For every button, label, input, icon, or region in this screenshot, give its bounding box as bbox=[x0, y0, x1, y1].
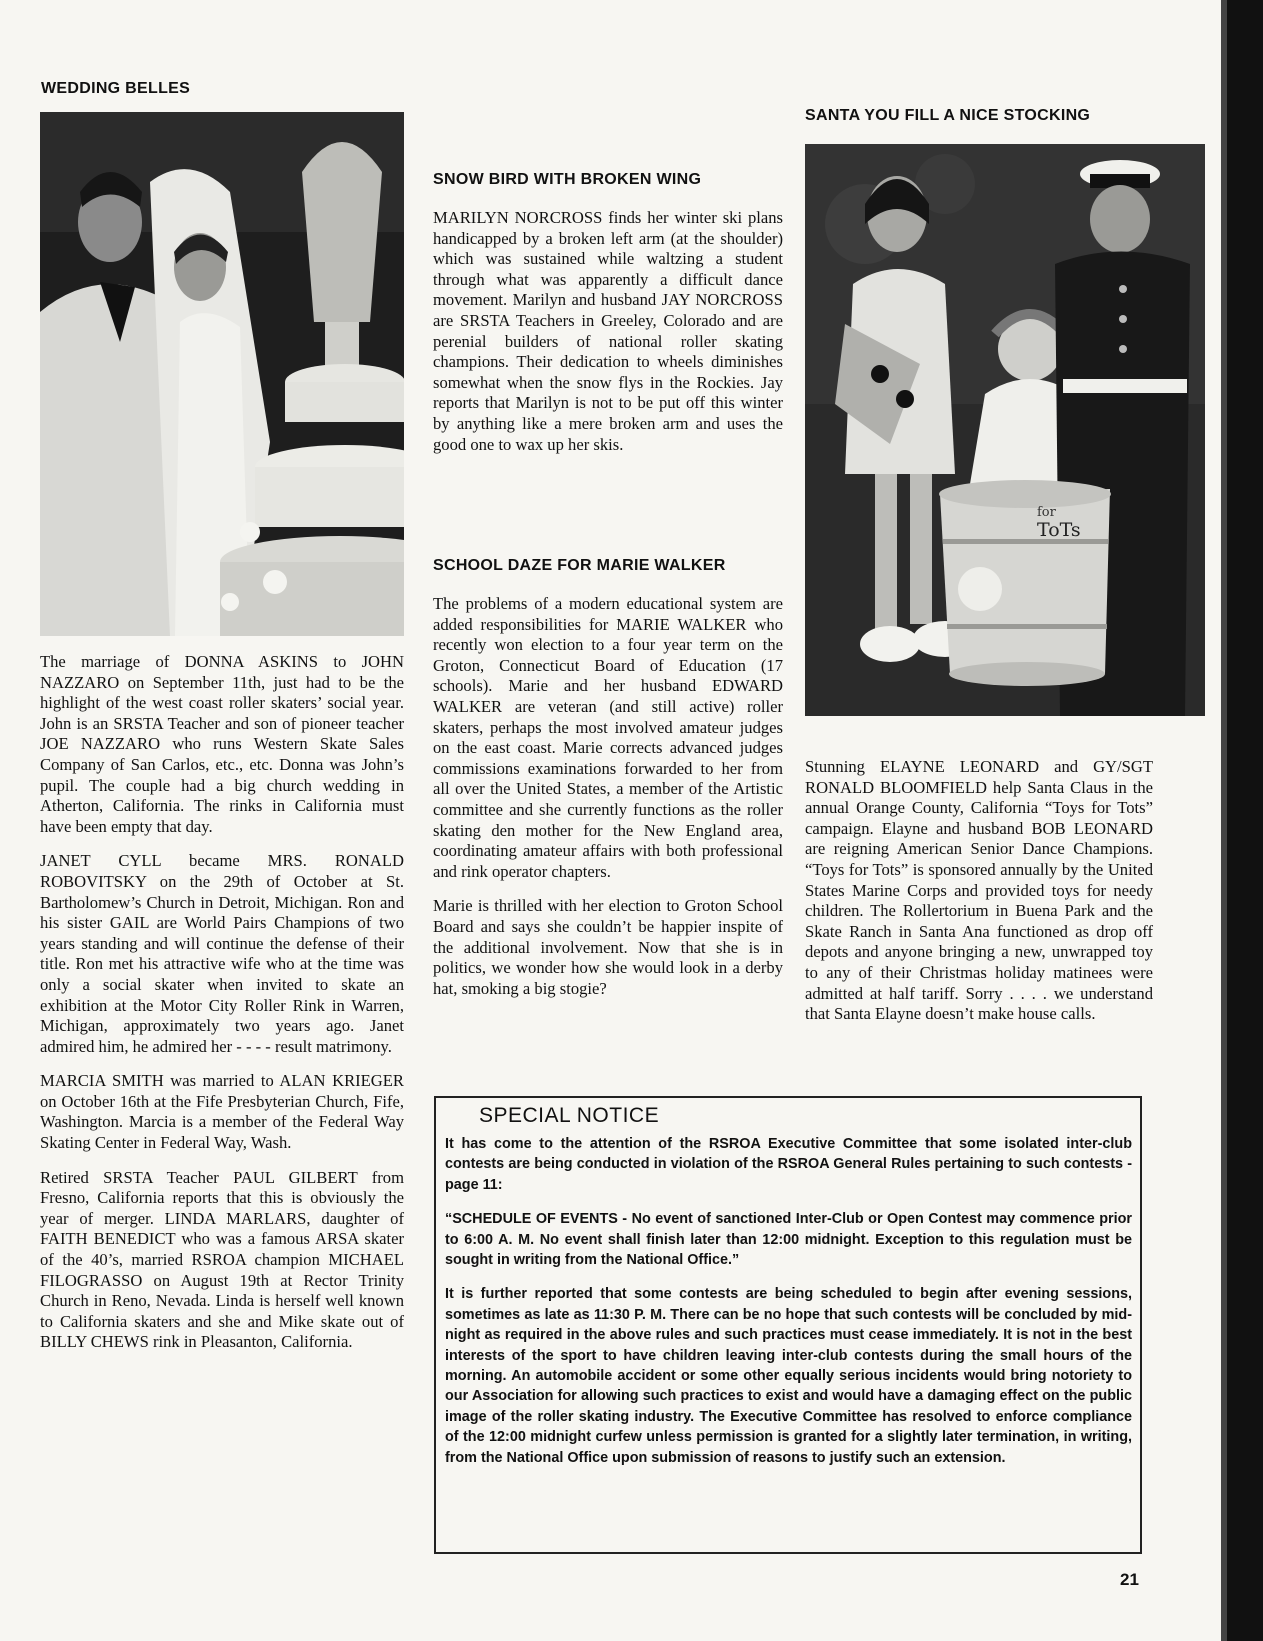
notice-paragraph: It is further reported that some contests are being scheduled to begin after evening sessions, sometimes as late as 11:30 P. M. There can be no hope that such contests will be concluded by mid-night as required in the above rules and such practices must cease immediately. It is not in the best interests of the sport to have children leaving inter-club contests during the small hours of the morning. An automobile accident or some other equally serious incidents would bring notoriety to our Association for allowing such practices to exist and would have a damaging effect on the public image of the roller skating industry. The Executive Committee has resolved to enforce compliance of the 12:00 midnight curfew unless permission is granted for a slightly later termination, in writing, from the National Office upon submission of reasons to justify such an extension. bbox=[445, 1286, 1132, 1466]
wedding-belles-text bbox=[40, 652, 404, 1367]
notice-paragraph: It has come to the attention of the RSROA Executive Committee that some isolated inter-club contests are being conducted in violation of the RSROA General Rules pertaining to such contests - page 11: bbox=[445, 1136, 1132, 1193]
paragraph: MARILYN NORCROSS finds her winter ski plans handicapped by a broken left arm (at the shoulder) which was sustained while waltzing a student through what was apparently a difficult dance movement. Marilyn and husband JAY NORCROSS are SRSTA Teachers in Greeley, Colorado and are perenial builders of national roller skating champions. Their dedication to wheels diminishes somewhat when the snow flys in the Rockies. Jay reports that Marilyn is not to be put off this winter by anything like a mere broken arm and uses the good one to wax up her skis. bbox=[433, 208, 783, 454]
snow-bird-heading: SNOW BIRD WITH BROKEN WING bbox=[433, 171, 702, 188]
wedding-photo bbox=[40, 112, 404, 636]
santa-heading: SANTA YOU FILL A NICE STOCKING bbox=[805, 107, 1091, 124]
paragraph: The problems of a modern educational system are added responsibilities for MARIE WALKER who recently won election to a four year term on the Groton, Connecticut Board of Education (17 schools). Marie and her husband EDWARD WALKER are veteran (and still active) roller skaters, perhaps the most involved amateur judges on the east coast. Marie corrects advanced judges commissions examinations forwarded to her from all over the United States, a member of the Artistic committee and she currently functions as the roller skating den mother for the New England area, coordinating amateur affairs with both professional and rink operator chapters. bbox=[433, 594, 783, 881]
santa-text bbox=[805, 757, 1153, 1039]
special-notice-box bbox=[434, 1096, 1142, 1554]
paragraph: Retired SRSTA Teacher PAUL GILBERT from Fresno, California reports that this is obviously the year of merger. LINDA MARLARS, daughter of FAITH BENEDICT who was a famous ARSA skater of the 40’s, married RSROA champion MICHAEL FILOGRASSO on August 19th at Rector Trinity Church in Reno, Nevada. Linda is herself well known to California skaters and she and Mike skate out of BILLY CHEWS rink in Pleasanton, California. bbox=[40, 1167, 404, 1352]
special-notice-title: SPECIAL NOTICE bbox=[479, 1104, 660, 1127]
school-daze-heading: SCHOOL DAZE FOR MARIE WALKER bbox=[433, 557, 726, 574]
paragraph: Stunning ELAYNE LEONARD and GY/SGT RONALD BLOOMFIELD help Santa Claus in the annual Orange County, California “Toys for Tots” campaign. Elayne and husband BOB LEONARD are reigning American Senior Dance Champions. “Toys for Tots” is sponsored annually by the United States Marine Corps and provided toys for needy children. The Rollertorium in Buena Park and the Skate Ranch in Santa Ana functioned as drop off depots and anyone bringing a new, unwrapped toy to any of their Christmas holiday matinees were admitted at half tariff. Sorry . . . . we understand that Santa Elayne doesn’t make house calls. bbox=[805, 757, 1153, 1024]
barrel-for-text: for bbox=[1037, 505, 1056, 520]
wedding-belles-heading: WEDDING BELLES bbox=[41, 80, 191, 97]
paragraph: The marriage of DONNA ASKINS to JOHN NAZZARO on September 11th, just had to be the highlight of the west coast roller skaters’ social year. John is an SRSTA Teacher and son of pioneer teacher JOE NAZZARO who runs Western Skate Sales Company of San Carlos, etc., etc. Donna was John’s pupil. The couple had a big church wedding in Atherton, California. The rinks in California must have been empty that day. bbox=[40, 652, 404, 836]
snow-bird-text bbox=[433, 208, 783, 469]
barrel-tots-text: ToTs bbox=[1037, 519, 1081, 541]
page-number: 21 bbox=[1120, 1570, 1139, 1589]
paragraph: JANET CYLL became MRS. RONALD ROBOVITSKY on the 29th of October at St. Bartholomew’s Church in Detroit, Michigan. Ron and his sister GAIL are World Pairs Champions of two years standing and will continue the defense of their title. Ron met his attractive wife who at the time was only a social skater when invited to skate an exhibition at the Motor City Roller Rink in Warren, Michigan, approximately two years ago. Janet admired him, he admired her - - - - result matrimony. bbox=[40, 851, 404, 1056]
paragraph: MARCIA SMITH was married to ALAN KRIEGER on October 16th at the Fife Presbyterian Church, Fife, Washington. Marcia is a member of the Federal Way Skating Center in Federal Way, Wash. bbox=[40, 1071, 404, 1153]
toys-for-tots-photo bbox=[805, 144, 1205, 716]
notice-paragraph: “SCHEDULE OF EVENTS - No event of sanctioned Inter-Club or Open Contest may commence prior to 6:00 A. M. No event shall finish later than 12:00 midnight. Exception to this regulation must be sought in writing from the National Office.” bbox=[445, 1211, 1132, 1269]
school-daze-text bbox=[433, 594, 783, 1013]
paragraph: Marie is thrilled with her election to Groton School Board and says she couldn’t be happier inspite of the additional involvement. Now that she is in politics, we wonder how she would look in a derby hat, smoking a big stogie? bbox=[433, 896, 783, 998]
page-binding-edge bbox=[1221, 0, 1263, 1641]
